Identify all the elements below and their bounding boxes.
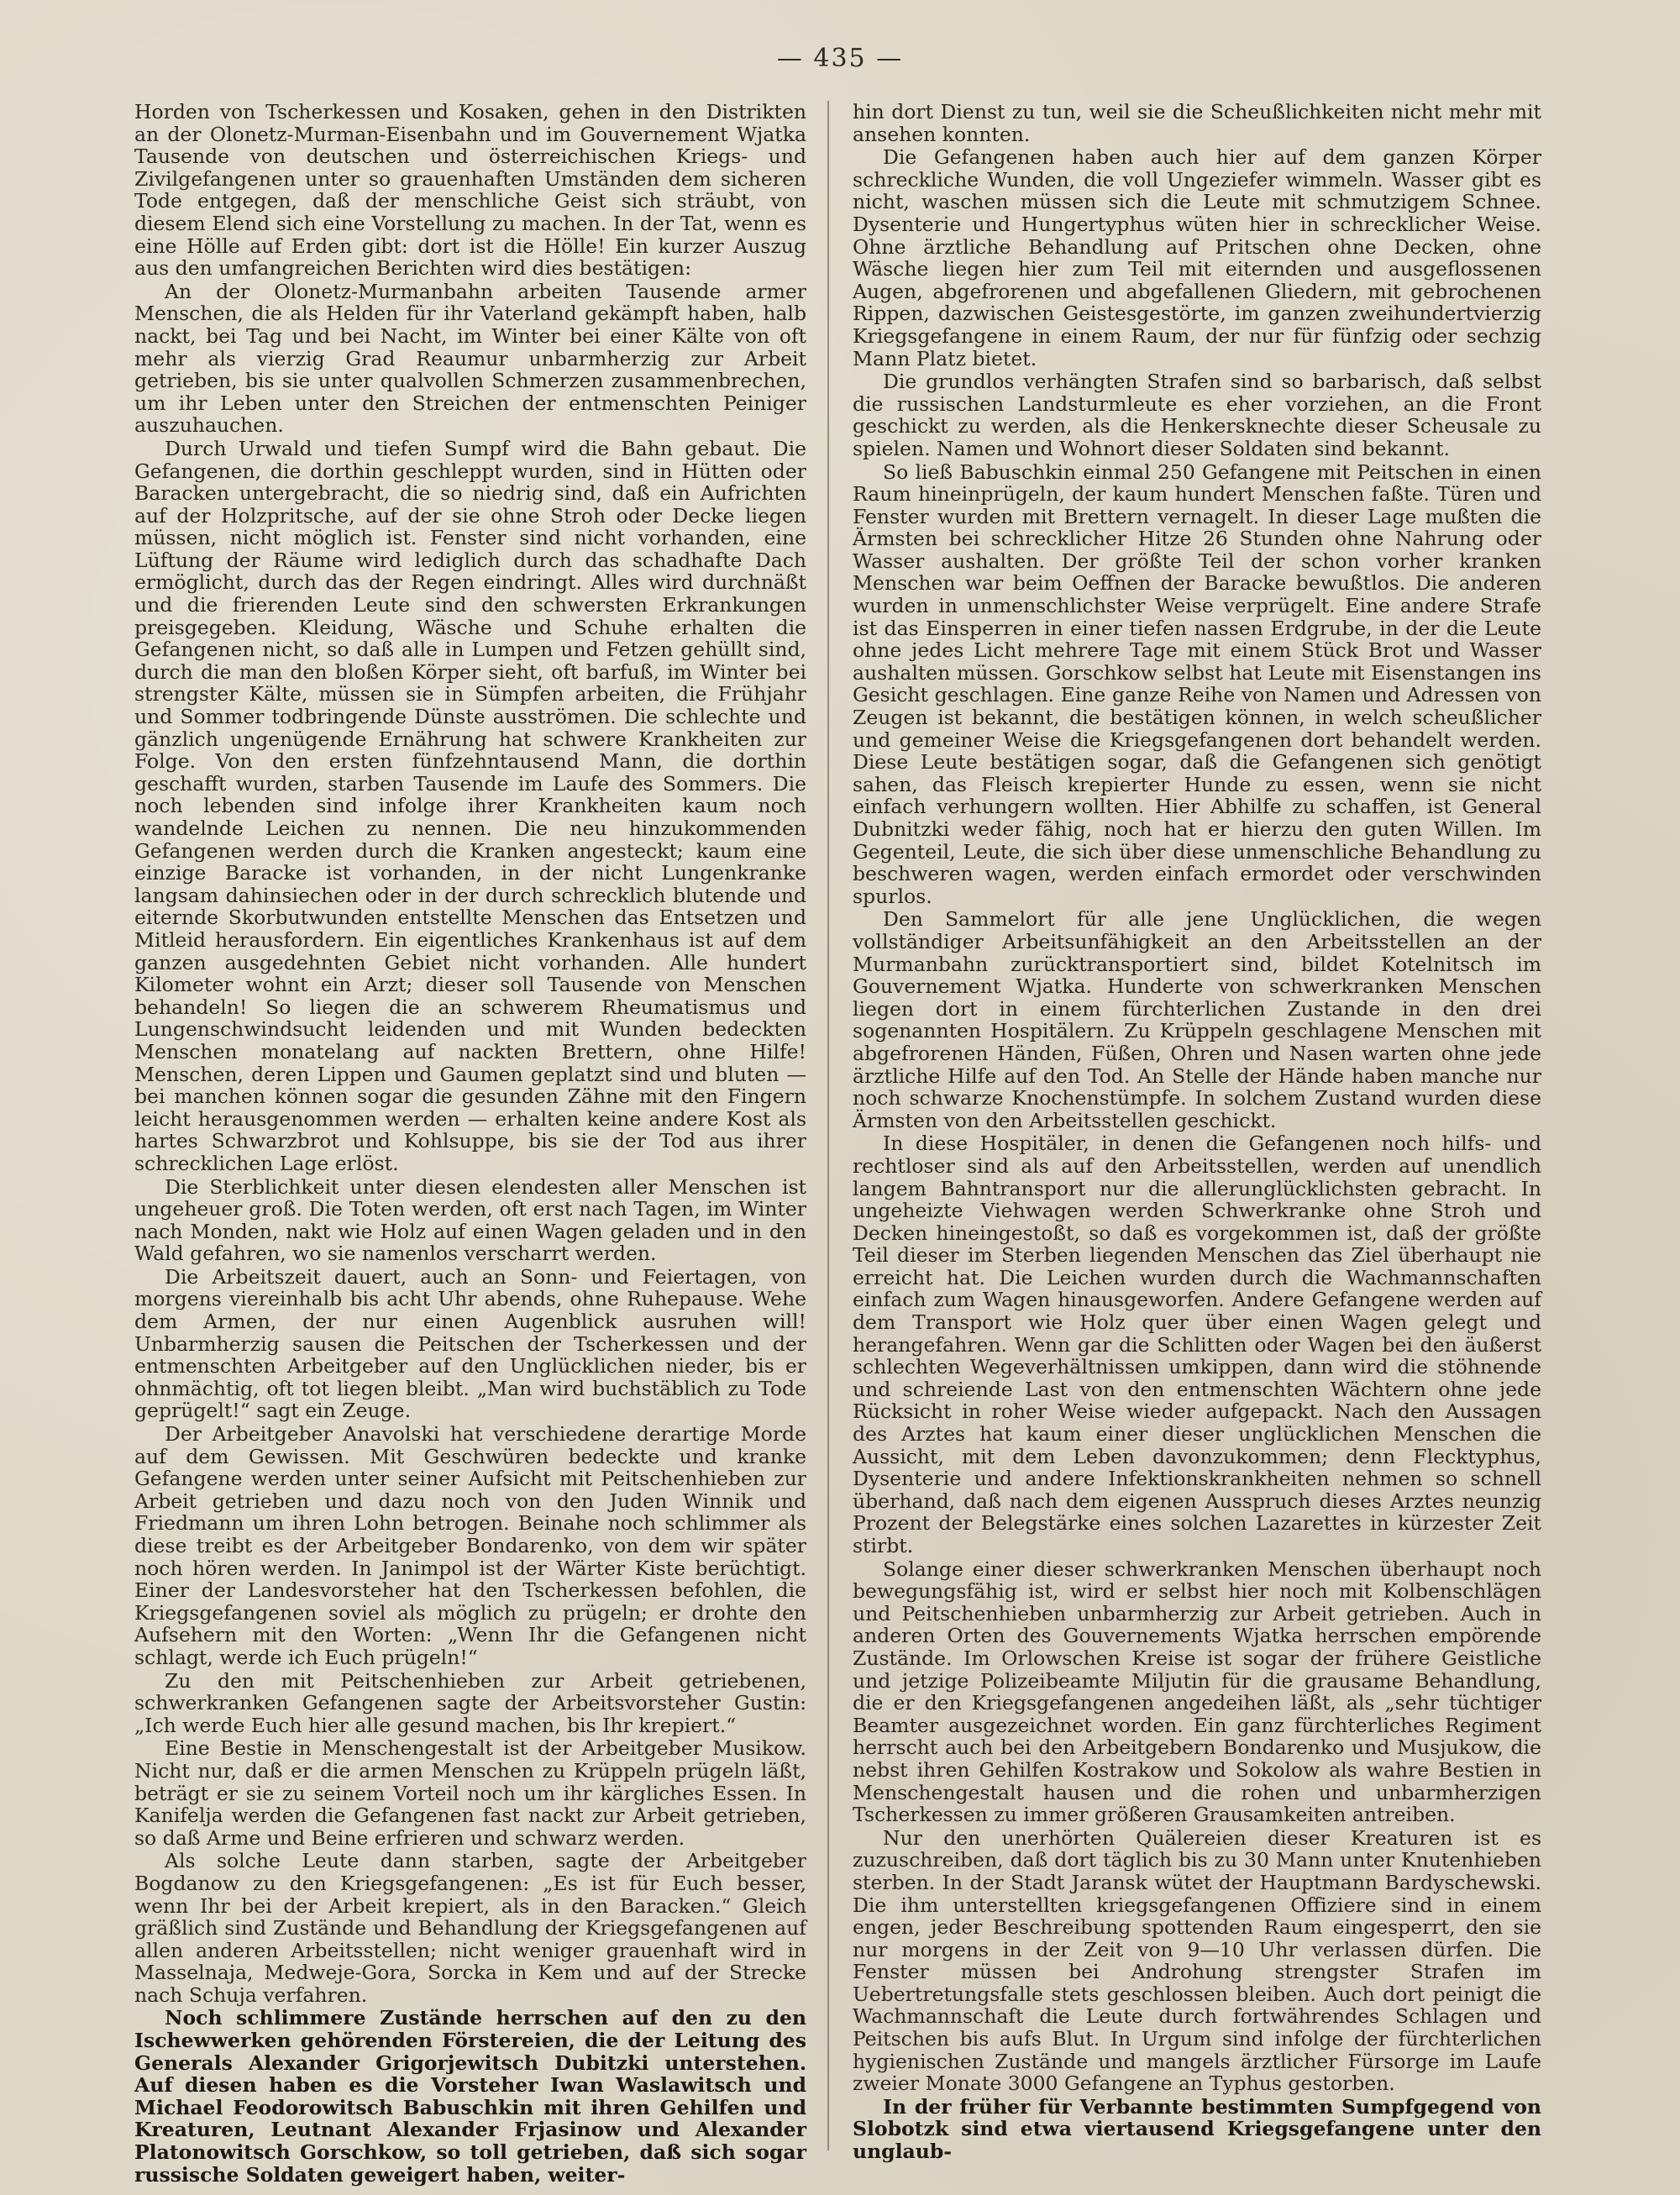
paragraph: In der früher für Verbannte bestimmten Sumpfgegend von Slobotzk sind etwa viertausend Kriegsgefangene unter den unglaub- — [853, 2094, 1541, 2164]
paragraph: So ließ Babuschkin einmal 250 Gefangene mit Peitschen in einen Raum hineinprügeln, der kaum hundert Menschen faßte. Türen und Fenster wurden mit Brettern vernagelt. In dieser Lage mußten die Ärmsten bei schrecklicher Hitze 26 Stunden ohne Nahrung oder Wasser aushalten. Der größte Teil der schon vorher kranken Menschen war beim Oeffnen der Baracke bewußtlos. Die anderen wurden in unmenschlichster Weise verprügelt. Eine andere Strafe ist das Einsperren in einer tiefen nassen Erdgrube, in der die Leute ohne jedes Licht mehrere Tage mit einem Stück Brot und Wasser aushalten müssen. Gorschkow selbst hat Leute mit Eisenstangen ins Gesicht geschlagen. Eine ganze Reihe von Namen und Adressen von Zeugen ist bekannt, die bestätigen können, in welch scheußlicher und gemeiner Weise die Kriegsgefangenen dort behandelt werden. Diese Leute bestätigen sogar, daß die Gefangenen sich genötigt sahen, das Fleisch krepierter Hunde zu essen, wenn sie nicht einfach verhungern wollten. Hier Abhilfe zu schaffen, ist General Dubnitzki weder fähig, noch hat er hierzu den guten Willen. Im Gegenteil, Leute, die sich über diese unmenschliche Behandlung zu beschweren wagen, werden einfach ermordet oder verschwinden spurlos. — [853, 459, 1541, 908]
paragraph: Nur den unerhörten Quälereien dieser Kreaturen ist es zuzuschreiben, daß dort täglich bis zu 30 Mann unter Knutenhieben sterben. In der Stadt Jaransk wütet der Hauptmann Bardyschewski. Die ihm unterstellten kriegsgefangenen Offiziere sind in einem engen, jeder Beschreibung spottenden Raum eingesperrt, den sie nur morgens in der Zeit von 9—10 Uhr verlassen dürfen. Die Fenster müssen bei Androhung strengster Strafen im Uebertretungsfalle stets geschlossen bleiben. Auch dort peinigt die Wachmannschaft die Leute durch fortwährendes Schlagen und Peitschen bis aufs Blut. In Urgum sind infolge der fürchterlichen hygienischen Zustände und mangels ärztlicher Fürsorge im Laufe zweier Monate 3000 Gefangene an Typhus gestorben. — [853, 1825, 1541, 2096]
paragraph: Noch schlimmere Zustände herrschen auf den zu den Ischewwerken gehörenden Förstereien, die der Leitung des Generals Alexander Grigorjewitsch Dubitzki unterstehen. Auf diesen haben es die Vorsteher Iwan Waslawitsch und Michael Feodorowitsch Babuschkin mit ihren Gehilfen und Kreaturen, Leutnant Alexander Frjasinow und Alexander Platonowitsch Gorschkow, so toll getrieben, daß sich sogar russische Soldaten geweigert haben, weiter- — [134, 2006, 806, 2187]
paragraph: An der Olonetz-Murmanbahn arbeiten Tausende armer Menschen, die als Helden für ihr Vaterland gekämpft haben, halb nackt, bei Tag und bei Nacht, im Winter bei einer Kälte von oft mehr als vierzig Grad Reaumur unbarmherzig zur Arbeit getrieben, bis sie unter qualvollen Schmerzen zusammenbrechen, um ihr Leben unter den Streichen der entmenschten Peiniger auszuhauchen. — [134, 279, 806, 438]
paragraph: Als solche Leute dann starben, sagte der Arbeitgeber Bogdanow zu den Kriegsgefangenen: „Es ist für Euch besser, wenn Ihr bei der Arbeit krepiert, als in den Baracken.“ Gleich gräßlich sind Zustände und Behandlung der Kriegsgefangenen auf allen anderen Arbeitsstellen; nicht weniger grauenhaft wird in Masselnaja, Medweje-Gora, Sorcka in Kem und auf der Strecke nach Schuja verfahren. — [134, 1849, 806, 2007]
paragraph: Eine Bestie in Menschengestalt ist der Arbeitgeber Musikow. Nicht nur, daß er die armen Menschen zu Krüppeln prügeln läßt, beträgt er sie zu seinem Vorteil noch um ihr kärgliches Essen. In Kanifelja werden die Gefangenen fast nackt zur Arbeit getrieben, so daß Arme und Beine erfrieren und schwarz werden. — [134, 1736, 806, 1850]
paragraph: Zu den mit Peitschenhieben zur Arbeit getriebenen, schwerkranken Gefangenen sagte der Arbeitsvorsteher Gustin: „Ich werde Euch hier alle gesund machen, bis Ihr krepiert.“ — [134, 1668, 806, 1737]
column-divider — [827, 101, 829, 2150]
paragraph: Den Sammelort für alle jene Unglücklichen, die wegen vollständiger Arbeitsunfähigkeit an den Arbeitsstellen an der Murmanbahn zurücktransportiert sind, bildet Kotelnitsch im Gouvernement Wjatka. Hunderte von schwerkranken Menschen liegen dort in einem fürchterlichen Zustande in den drei sogenannten Hospitälern. Zu Krüppeln geschlagene Menschen mit abgefrorenen Händen, Füßen, Ohren und Nasen warten ohne jede ärztliche Hilfe auf den Tod. An Stelle der Hände haben manche nur noch schwarze Knochenstümpfe. In solchem Zustand wurden diese Ärmsten von den Arbeitsstellen geschickt. — [853, 907, 1541, 1132]
paragraph: Die Sterblichkeit unter diesen elendesten aller Menschen ist ungeheuer groß. Die Toten werden, oft erst nach Tagen, im Winter nach Monden, nakt wie Holz auf einen Wagen geladen und in den Wald gefahren, wo sie namenlos verscharrt werden. — [134, 1174, 806, 1266]
paragraph: Durch Urwald und tiefen Sumpf wird die Bahn gebaut. Die Gefangenen, die dorthin geschleppt wurden, sind in Hütten oder Baracken untergebracht, die so niedrig sind, daß ein Aufrichten auf der Holzpritsche, auf der sie ohne Stroh oder Decke liegen müssen, nicht möglich ist. Fenster sind nicht vorhanden, eine Lüftung der Räume wird lediglich durch das schadhafte Dach ermöglicht, durch das der Regen eindringt. Alles wird durchnäßt und die frierenden Leute sind den schwersten Erkrankungen preisgegeben. Kleidung, Wäsche und Schuhe erhalten die Gefangenen nicht, so daß alle in Lumpen und Fetzen gehüllt sind, durch die man den bloßen Körper sieht, oft barfuß, im Winter bei strengster Kälte, müssen sie in Sümpfen arbeiten, die Frühjahr und Sommer todbringende Dünste ausströmen. Die schlechte und gänzlich ungenügende Ernährung hat schwere Krankheiten zur Folge. Von den ersten fünfzehntausend Mann, die dorthin geschafft wurden, starben Tausende im Laufe des Sommers. Die noch lebenden sind infolge ihrer Krankheiten kaum noch wandelnde Leichen zu nennen. Die neu hinzukommenden Gefangenen werden durch die Kranken angesteckt; kaum eine einzige Baracke ist vorhanden, in der nicht Lungenkranke langsam dahinsiechen oder in der durch schrecklich blutende und eiternde Skorbutwunden entstellte Menschen das Entsetzen und Mitleid herausfordern. Ein eigentliches Krankenhaus ist auf dem ganzen ausgedehnten Gebiet nicht vorhanden. Alle hundert Kilometer wohnt ein Arzt; dieser soll Tausende von Menschen behandeln! So liegen die an schwerem Rheumatismus und Lungenschwindsucht leidenden und mit Wunden bedeckten Menschen monatelang auf nackten Brettern, ohne Hilfe! Menschen, deren Lippen und Gaumen geplatzt sind und bluten — bei manchen können sogar die gesunden Zähne mit den Fingern leicht herausgenommen werden — erhalten keine andere Kost als hartes Schwarzbrot und Kohlsuppe, bis sie der Tod aus ihrer schrecklichen Lage erlöst. — [134, 436, 806, 1175]
paragraph: Horden von Tscherkessen und Kosaken, gehen in den Distrikten an der Olonetz-Murman-Eisenbahn und im Gouvernement Wjatka Tausende von deutschen und österreichischen Kriegs- und Zivilgefangenen unter so grauenhaften Umständen dem sicheren Tode entgegen, daß der menschliche Geist sich sträubt, von diesem Elend sich eine Vorstellung zu machen. In der Tat, wenn es eine Hölle auf Erden gibt: dort ist die Hölle! Ein kurzer Auszug aus den umfangreichen Berichten wird dies bestätigen: — [134, 100, 806, 281]
page-number: — 435 — — [776, 44, 904, 73]
paragraph: Die Gefangenen haben auch hier auf dem ganzen Körper schreckliche Wunden, die voll Ungeziefer wimmeln. Wasser gibt es nicht, waschen müssen sich die Leute mit schmutzigem Schnee. Dysenterie und Hungertyphus wüten hier in schrecklicher Weise. Ohne ärztliche Behandlung auf Pritschen ohne Decken, ohne Wäsche liegen hier zum Teil mit eiternden und ausgeflossenen Augen, abgefrorenen und abgefallenen Gliedern, mit gebrochenen Rippen, dazwischen Geistesgestörte, im ganzen zweihundertvierzig Kriegsgefangene in einem Raum, der nur für fünfzig oder sechzig Mann Platz bietet. — [853, 145, 1541, 370]
paragraph: Solange einer dieser schwerkranken Menschen überhaupt noch bewegungsfähig ist, wird er selbst hier noch mit Kolbenschlägen und Peitschenhieben unbarmherzig zur Arbeit getrieben. Auch in anderen Orten des Gouvernements Wjatka herrschen empörende Zustände. Im Orlowschen Kreise ist sogar der frühere Geistliche und jetzige Polizeibeamte Miljutin für die grausame Behandlung, die er den Kriegsgefangenen angedeihen läßt, als „sehr tüchtiger Beamter ausgezeichnet worden. Ein ganz fürchterliches Regiment herrscht auch bei den Arbeitgebern Bondarenko und Musjukow, die nebst ihren Gehilfen Kostrakow und Sokolow als wahre Bestien in Menschengestalt hausen und die rohen und unbarmherzigen Tscherkessen zu immer größeren Grausamkeiten antreiben. — [853, 1557, 1541, 1827]
right-column — [853, 100, 1541, 2164]
paragraph: Die grundlos verhängten Strafen sind so barbarisch, daß selbst die russischen Landsturmleute es eher vorziehen, an die Front geschickt zu werden, als die Henkersknechte dieser Scheusale zu spielen. Namen und Wohnort dieser Soldaten sind bekannt. — [853, 370, 1541, 460]
paragraph: In diese Hospitäler, in denen die Gefangenen noch hilfs- und rechtloser sind als auf den Arbeitsstellen, werden auf unendlich langem Bahntransport nur die allerunglücklichsten gebracht. In ungeheizte Viehwagen werden Schwerkranke ohne Stroh und Decken hineingestoßt, so daß es vorgekommen ist, daß der größte Teil dieser im Sterben liegenden Menschen das Ziel überhaupt nie erreicht hat. Die Leichen wurden durch die Wachmannschaften einfach zum Wagen hinausgeworfen. Andere Gefangene werden auf dem Transport wie Holz quer über einen Wagen gelegt und herangefahren. Wenn gar die Schlitten oder Wagen bei den äußerst schlechten Wegeverhältnissen umkippen, dann wird die stöhnende und schreiende Last von den entmenschten Wächtern ohne jede Rücksicht in roher Weise wieder aufgepackt. Nach den Aussagen des Arztes hat kaum einer dieser unglücklichen Menschen die Aussicht, mit dem Leben davonzukommen; denn Flecktyphus, Dysenterie und andere Infektionskrankheiten nehmen so schnell überhand, daß nach dem eigenen Ausspruch dieses Arztes neunzig Prozent der Belegstärke eines solchen Lazarettes in kürzester Zeit stirbt. — [853, 1132, 1541, 1557]
left-column — [134, 100, 806, 2187]
paragraph: Der Arbeitgeber Anavolski hat verschiedene derartige Morde auf dem Gewissen. Mit Geschwüren bedeckte und kranke Gefangene werden unter seiner Aufsicht mit Peitschenhieben zur Arbeit getrieben und dazu noch von den Juden Winnik und Friedmann um ihren Lohn betrogen. Beinahe noch schlimmer als diese treibt es der Arbeitgeber Bondarenko, von dem wir später noch hören werden. In Janimpol ist der Wärter Kiste berüchtigt. Einer der Landesvorsteher hat den Tscherkessen befohlen, die Kriegsgefangenen soviel als möglich zu prügeln; er drohte den Aufsehern mit den Worten: „Wenn Ihr die Gefangenen nicht schlagt, werde ich Euch prügeln!“ — [134, 1422, 806, 1669]
paragraph: hin dort Dienst zu tun, weil sie die Scheußlichkeiten nicht mehr mit ansehen konnten. — [853, 100, 1541, 146]
paragraph: Die Arbeitszeit dauert, auch an Sonn- und Feiertagen, von morgens viereinhalb bis acht Uhr abends, ohne Ruhepause. Wehe dem Armen, der nur einen Augenblick ausruhen will! Unbarmherzig sausen die Peitschen der Tscherkessen und der entmenschten Arbeitgeber auf den Unglücklichen nieder, bis er ohnmächtig, oft tot liegen bleibt. „Man wird buchstäblich zu Tode geprügelt!“ sagt ein Zeuge. — [134, 1264, 806, 1423]
